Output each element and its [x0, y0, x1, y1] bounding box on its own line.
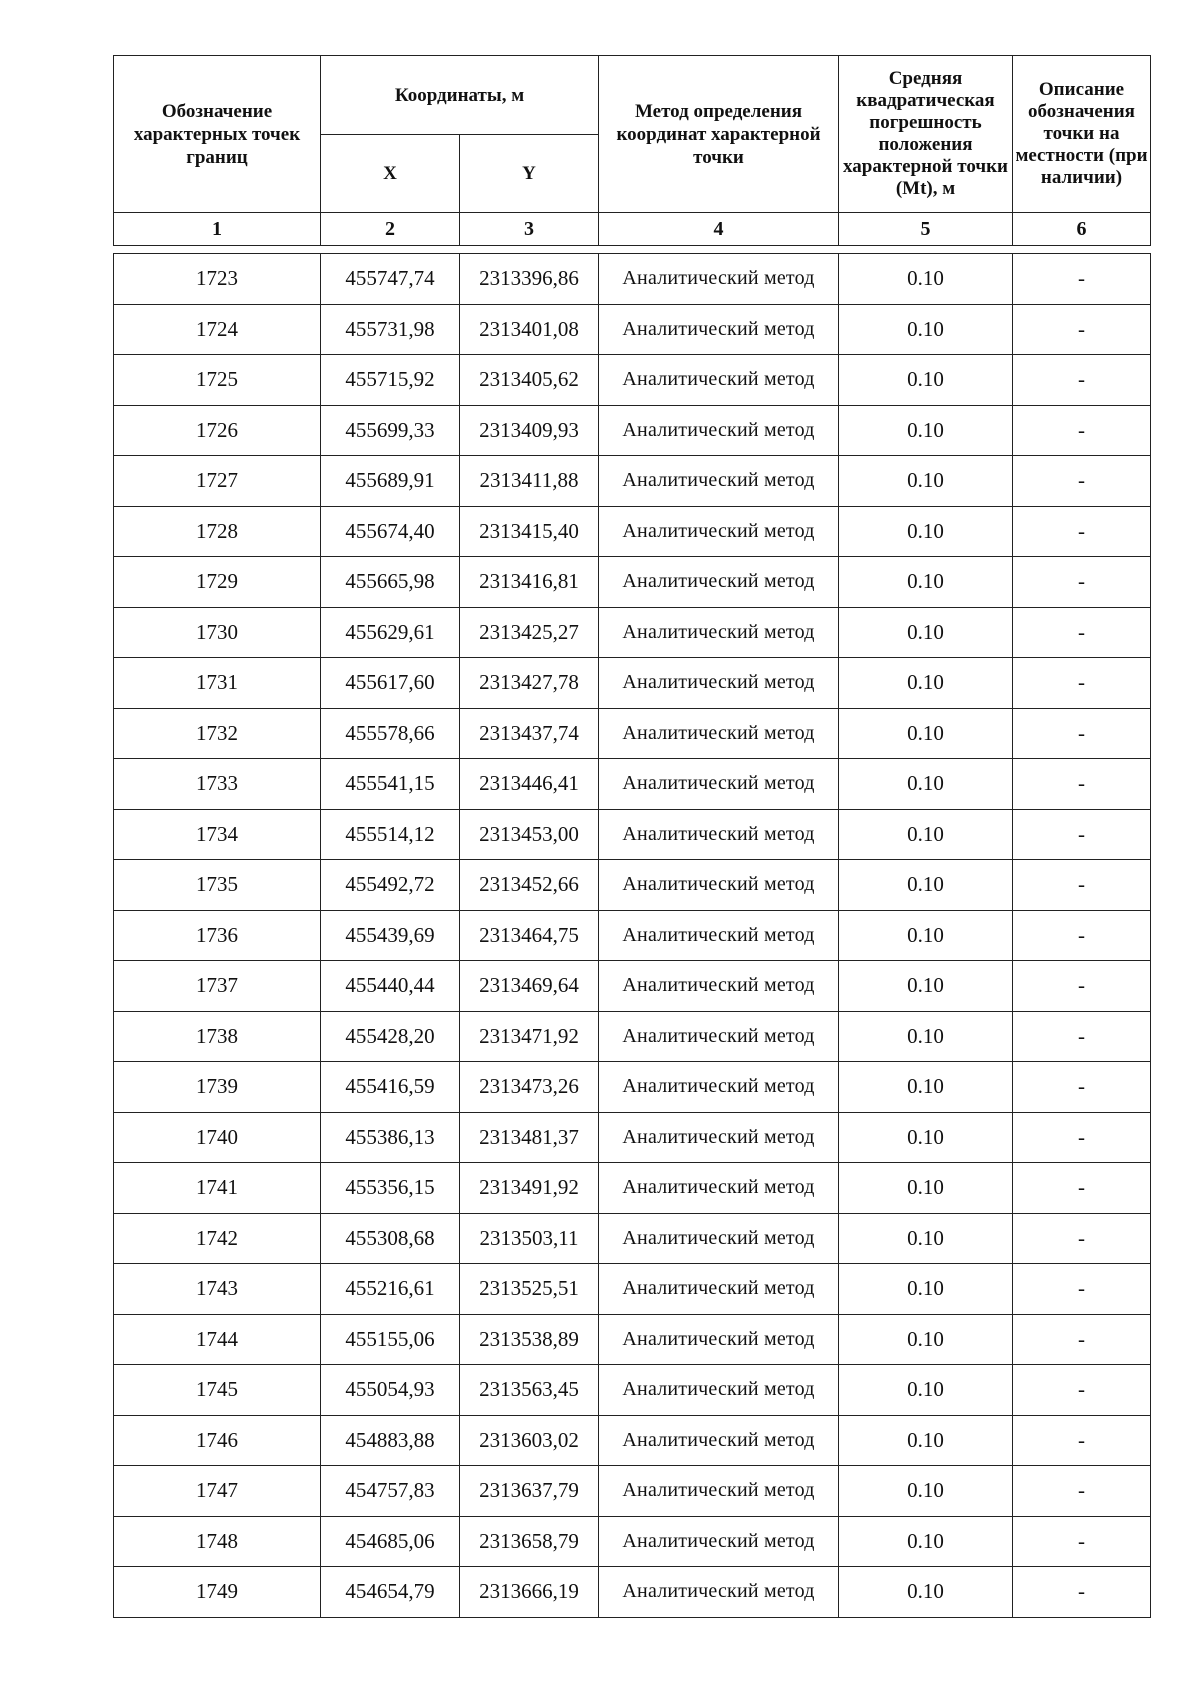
table-row — [114, 304, 1151, 355]
point-number-cell: 1745 — [114, 1365, 321, 1416]
method-cell: Аналитический метод — [599, 607, 839, 658]
description-cell: - — [1013, 658, 1151, 709]
header-method: Метод определения координат характерной точки — [599, 56, 839, 213]
method-cell: Аналитический метод — [599, 1163, 839, 1214]
column-number: 1 — [114, 213, 321, 246]
point-number-cell: 1727 — [114, 456, 321, 507]
method-cell: Аналитический метод — [599, 304, 839, 355]
point-number-cell: 1747 — [114, 1466, 321, 1517]
table-row — [114, 658, 1151, 709]
error-cell: 0.10 — [839, 1213, 1013, 1264]
description-cell: - — [1013, 557, 1151, 608]
y-coordinate-cell: 2313437,74 — [460, 708, 599, 759]
description-cell: - — [1013, 1365, 1151, 1416]
header-x: X — [321, 135, 460, 213]
table-row — [114, 910, 1151, 961]
table-row — [114, 961, 1151, 1012]
table-row — [114, 254, 1151, 305]
table-row — [114, 1112, 1151, 1163]
table-row — [114, 456, 1151, 507]
y-coordinate-cell: 2313409,93 — [460, 405, 599, 456]
x-coordinate-cell: 455578,66 — [321, 708, 460, 759]
x-coordinate-cell: 455715,92 — [321, 355, 460, 406]
y-coordinate-cell: 2313416,81 — [460, 557, 599, 608]
error-cell: 0.10 — [839, 809, 1013, 860]
description-cell: - — [1013, 304, 1151, 355]
table-row — [114, 1365, 1151, 1416]
y-coordinate-cell: 2313658,79 — [460, 1516, 599, 1567]
point-number-cell: 1744 — [114, 1314, 321, 1365]
column-number: 3 — [460, 213, 599, 246]
description-cell: - — [1013, 1112, 1151, 1163]
y-coordinate-cell: 2313538,89 — [460, 1314, 599, 1365]
header-coordinates: Координаты, м — [321, 56, 599, 135]
table-row — [114, 607, 1151, 658]
description-cell: - — [1013, 1415, 1151, 1466]
y-coordinate-cell: 2313405,62 — [460, 355, 599, 406]
error-cell: 0.10 — [839, 1466, 1013, 1517]
description-cell: - — [1013, 759, 1151, 810]
x-coordinate-cell: 455216,61 — [321, 1264, 460, 1315]
x-coordinate-cell: 455416,59 — [321, 1062, 460, 1113]
error-cell: 0.10 — [839, 708, 1013, 759]
x-coordinate-cell: 455665,98 — [321, 557, 460, 608]
description-cell: - — [1013, 1567, 1151, 1618]
y-coordinate-cell: 2313446,41 — [460, 759, 599, 810]
description-cell: - — [1013, 1466, 1151, 1517]
method-cell: Аналитический метод — [599, 1415, 839, 1466]
method-cell: Аналитический метод — [599, 658, 839, 709]
method-cell: Аналитический метод — [599, 1365, 839, 1416]
description-cell: - — [1013, 506, 1151, 557]
method-cell: Аналитический метод — [599, 1314, 839, 1365]
y-coordinate-cell: 2313563,45 — [460, 1365, 599, 1416]
table-row — [114, 1516, 1151, 1567]
error-cell: 0.10 — [839, 607, 1013, 658]
error-cell: 0.10 — [839, 658, 1013, 709]
table-row — [114, 1314, 1151, 1365]
x-coordinate-cell: 455689,91 — [321, 456, 460, 507]
point-number-cell: 1742 — [114, 1213, 321, 1264]
x-coordinate-cell: 455356,15 — [321, 1163, 460, 1214]
method-cell: Аналитический метод — [599, 1264, 839, 1315]
y-coordinate-cell: 2313396,86 — [460, 254, 599, 305]
error-cell: 0.10 — [839, 961, 1013, 1012]
y-coordinate-cell: 2313473,26 — [460, 1062, 599, 1113]
x-coordinate-cell: 454757,83 — [321, 1466, 460, 1517]
y-coordinate-cell: 2313415,40 — [460, 506, 599, 557]
x-coordinate-cell: 454654,79 — [321, 1567, 460, 1618]
point-number-cell: 1746 — [114, 1415, 321, 1466]
x-coordinate-cell: 455674,40 — [321, 506, 460, 557]
y-coordinate-cell: 2313464,75 — [460, 910, 599, 961]
table-row — [114, 1415, 1151, 1466]
x-coordinate-cell: 455629,61 — [321, 607, 460, 658]
x-coordinate-cell: 455439,69 — [321, 910, 460, 961]
error-cell: 0.10 — [839, 506, 1013, 557]
description-cell: - — [1013, 1314, 1151, 1365]
point-number-cell: 1740 — [114, 1112, 321, 1163]
method-cell: Аналитический метод — [599, 1062, 839, 1113]
column-number: 6 — [1013, 213, 1151, 246]
error-cell: 0.10 — [839, 557, 1013, 608]
y-coordinate-cell: 2313471,92 — [460, 1011, 599, 1062]
x-coordinate-cell: 455699,33 — [321, 405, 460, 456]
method-cell: Аналитический метод — [599, 1466, 839, 1517]
method-cell: Аналитический метод — [599, 405, 839, 456]
description-cell: - — [1013, 1516, 1151, 1567]
point-number-cell: 1724 — [114, 304, 321, 355]
error-cell: 0.10 — [839, 1062, 1013, 1113]
y-coordinate-cell: 2313481,37 — [460, 1112, 599, 1163]
error-cell: 0.10 — [839, 304, 1013, 355]
point-number-cell: 1728 — [114, 506, 321, 557]
description-cell: - — [1013, 355, 1151, 406]
description-cell: - — [1013, 1062, 1151, 1113]
x-coordinate-cell: 455155,06 — [321, 1314, 460, 1365]
point-number-cell: 1729 — [114, 557, 321, 608]
table-row — [114, 1466, 1151, 1517]
method-cell: Аналитический метод — [599, 355, 839, 406]
point-number-cell: 1738 — [114, 1011, 321, 1062]
error-cell: 0.10 — [839, 1264, 1013, 1315]
header-mean-square-error: Средняя квадратическая погрешность положения характерной точки (Mt), м — [839, 56, 1013, 213]
description-cell: - — [1013, 1264, 1151, 1315]
method-cell: Аналитический метод — [599, 961, 839, 1012]
point-number-cell: 1731 — [114, 658, 321, 709]
error-cell: 0.10 — [839, 759, 1013, 810]
error-cell: 0.10 — [839, 1163, 1013, 1214]
y-coordinate-cell: 2313666,19 — [460, 1567, 599, 1618]
table-row — [114, 860, 1151, 911]
y-coordinate-cell: 2313411,88 — [460, 456, 599, 507]
description-cell: - — [1013, 607, 1151, 658]
header-y: Y — [460, 135, 599, 213]
point-number-cell: 1737 — [114, 961, 321, 1012]
method-cell: Аналитический метод — [599, 809, 839, 860]
error-cell: 0.10 — [839, 1415, 1013, 1466]
error-cell: 0.10 — [839, 1365, 1013, 1416]
error-cell: 0.10 — [839, 1567, 1013, 1618]
point-number-cell: 1736 — [114, 910, 321, 961]
point-number-cell: 1733 — [114, 759, 321, 810]
y-coordinate-cell: 2313603,02 — [460, 1415, 599, 1466]
description-cell: - — [1013, 910, 1151, 961]
method-cell: Аналитический метод — [599, 910, 839, 961]
point-number-cell: 1730 — [114, 607, 321, 658]
table-row — [114, 1567, 1151, 1618]
method-cell: Аналитический метод — [599, 1567, 839, 1618]
y-coordinate-cell: 2313469,64 — [460, 961, 599, 1012]
point-number-cell: 1743 — [114, 1264, 321, 1315]
y-coordinate-cell: 2313453,00 — [460, 809, 599, 860]
table-row — [114, 557, 1151, 608]
error-cell: 0.10 — [839, 1011, 1013, 1062]
point-number-cell: 1749 — [114, 1567, 321, 1618]
point-number-cell: 1735 — [114, 860, 321, 911]
point-number-cell: 1741 — [114, 1163, 321, 1214]
method-cell: Аналитический метод — [599, 1213, 839, 1264]
description-cell: - — [1013, 708, 1151, 759]
table-row — [114, 405, 1151, 456]
column-number: 4 — [599, 213, 839, 246]
table-row — [114, 1264, 1151, 1315]
error-cell: 0.10 — [839, 1112, 1013, 1163]
table-row — [114, 1011, 1151, 1062]
point-number-cell: 1723 — [114, 254, 321, 305]
error-cell: 0.10 — [839, 1516, 1013, 1567]
point-number-cell: 1734 — [114, 809, 321, 860]
error-cell: 0.10 — [839, 456, 1013, 507]
column-number: 5 — [839, 213, 1013, 246]
table-header — [113, 55, 1151, 246]
x-coordinate-cell: 455617,60 — [321, 658, 460, 709]
x-coordinate-cell: 455440,44 — [321, 961, 460, 1012]
description-cell: - — [1013, 1213, 1151, 1264]
y-coordinate-cell: 2313491,92 — [460, 1163, 599, 1214]
x-coordinate-cell: 454883,88 — [321, 1415, 460, 1466]
method-cell: Аналитический метод — [599, 1112, 839, 1163]
description-cell: - — [1013, 1163, 1151, 1214]
x-coordinate-cell: 455731,98 — [321, 304, 460, 355]
table-row — [114, 506, 1151, 557]
x-coordinate-cell: 455428,20 — [321, 1011, 460, 1062]
x-coordinate-cell: 455054,93 — [321, 1365, 460, 1416]
method-cell: Аналитический метод — [599, 708, 839, 759]
method-cell: Аналитический метод — [599, 254, 839, 305]
y-coordinate-cell: 2313427,78 — [460, 658, 599, 709]
x-coordinate-cell: 455747,74 — [321, 254, 460, 305]
error-cell: 0.10 — [839, 355, 1013, 406]
header-description: Описание обозначения точки на местности (при наличии) — [1013, 56, 1151, 213]
y-coordinate-cell: 2313503,11 — [460, 1213, 599, 1264]
y-coordinate-cell: 2313425,27 — [460, 607, 599, 658]
x-coordinate-cell: 455308,68 — [321, 1213, 460, 1264]
table-row — [114, 355, 1151, 406]
table-row — [114, 809, 1151, 860]
method-cell: Аналитический метод — [599, 759, 839, 810]
x-coordinate-cell: 455492,72 — [321, 860, 460, 911]
description-cell: - — [1013, 456, 1151, 507]
method-cell: Аналитический метод — [599, 860, 839, 911]
method-cell: Аналитический метод — [599, 1516, 839, 1567]
y-coordinate-cell: 2313452,66 — [460, 860, 599, 911]
table-row — [114, 1062, 1151, 1113]
description-cell: - — [1013, 809, 1151, 860]
coordinates-table — [113, 253, 1151, 1618]
description-cell: - — [1013, 860, 1151, 911]
table-row — [114, 1163, 1151, 1214]
point-number-cell: 1739 — [114, 1062, 321, 1113]
x-coordinate-cell: 455386,13 — [321, 1112, 460, 1163]
description-cell: - — [1013, 405, 1151, 456]
x-coordinate-cell: 455514,12 — [321, 809, 460, 860]
table-row — [114, 1213, 1151, 1264]
point-number-cell: 1725 — [114, 355, 321, 406]
method-cell: Аналитический метод — [599, 1011, 839, 1062]
x-coordinate-cell: 454685,06 — [321, 1516, 460, 1567]
error-cell: 0.10 — [839, 1314, 1013, 1365]
method-cell: Аналитический метод — [599, 557, 839, 608]
point-number-cell: 1748 — [114, 1516, 321, 1567]
point-number-cell: 1732 — [114, 708, 321, 759]
error-cell: 0.10 — [839, 910, 1013, 961]
y-coordinate-cell: 2313401,08 — [460, 304, 599, 355]
header-point-designation: Обозначение характерных точек границ — [114, 56, 321, 213]
error-cell: 0.10 — [839, 860, 1013, 911]
column-number: 2 — [321, 213, 460, 246]
description-cell: - — [1013, 961, 1151, 1012]
error-cell: 0.10 — [839, 254, 1013, 305]
method-cell: Аналитический метод — [599, 506, 839, 557]
error-cell: 0.10 — [839, 405, 1013, 456]
y-coordinate-cell: 2313525,51 — [460, 1264, 599, 1315]
description-cell: - — [1013, 254, 1151, 305]
point-number-cell: 1726 — [114, 405, 321, 456]
method-cell: Аналитический метод — [599, 456, 839, 507]
description-cell: - — [1013, 1011, 1151, 1062]
table-row — [114, 759, 1151, 810]
x-coordinate-cell: 455541,15 — [321, 759, 460, 810]
table-row — [114, 708, 1151, 759]
y-coordinate-cell: 2313637,79 — [460, 1466, 599, 1517]
